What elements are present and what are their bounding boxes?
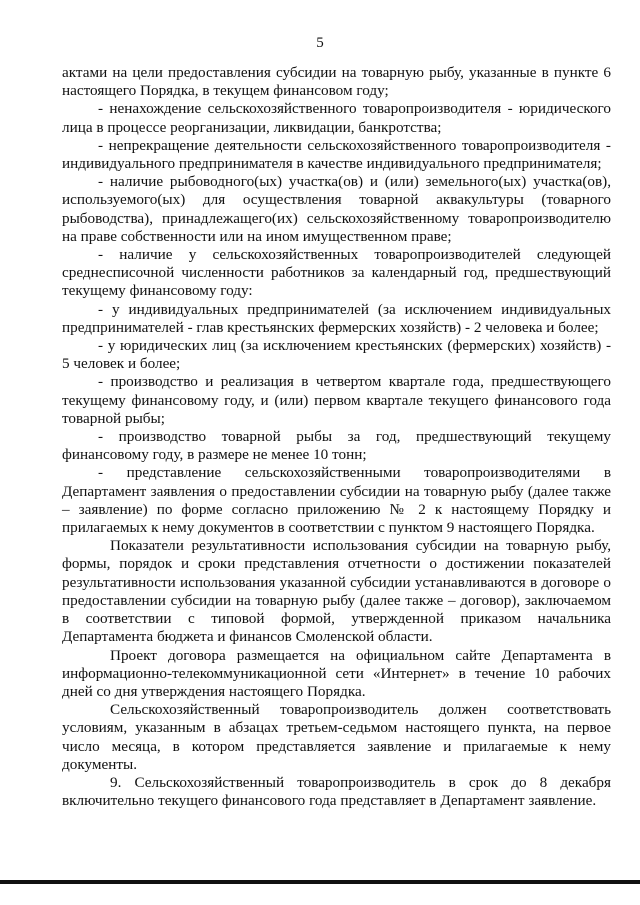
paragraph-continuation: актами на цели предоставления субсидии на товарную рыбу, указанные в пункте 6 настоящего Порядка, в текущем финансовом году;: [62, 64, 611, 100]
document-body: [62, 64, 611, 810]
paragraph-item-entrepreneurs: - у индивидуальных предпринимателей (за исключением индивидуальных предпринимателей - глав крестьянских фермерских хозяйств) - 2 человека и более;: [62, 300, 611, 336]
paragraph-item-land-plots: - наличие рыбоводного(ых) участка(ов) и (или) земельного(ых) участка(ов), используемого(ых) для осуществления товарной аквакультуры (товарного рыбоводства), принадлежащего(их) сельскохозяйственному товаропроизводителю на праве собственности или на ином имущественном праве;: [62, 173, 611, 245]
paragraph-item-production-volume: - производство товарной рыбы за год, предшествующий текущему финансовому году, в размере не менее 10 тонн;: [62, 428, 611, 464]
paragraph-item-reorganization: - ненахождение сельскохозяйственного товаропроизводителя - юридического лица в процессе реорганизации, ликвидации, банкротства;: [62, 100, 611, 136]
paragraph-item-production-sales: - производство и реализация в четвертом квартале года, предшествующего текущему финансовому году, и (или) первом квартале текущего финансового года товарной рыбы;: [62, 373, 611, 427]
paragraph-item-legal-entities: - у юридических лиц (за исключением крестьянских (фермерских) хозяйств) - 5 человек и более;: [62, 337, 611, 373]
paragraph-draft-agreement: Проект договора размещается на официальном сайте Департамента в информационно-телекоммуникационной сети «Интернет» в течение 10 рабочих дней со дня утверждения настоящего Порядка.: [62, 646, 611, 700]
bottom-divider: [0, 880, 640, 884]
paragraph-clause-9: 9. Сельскохозяйственный товаропроизводитель в срок до 8 декабря включительно текущего финансового года представляет в Департамент заявление.: [62, 773, 611, 810]
paragraph-item-staff-count: - наличие у сельскохозяйственных товаропроизводителей следующей среднесписочной численности работников за календарный год, предшествующий текущему финансовому году:: [62, 246, 611, 300]
page-number: 5: [316, 35, 324, 51]
paragraph-conditions: Сельскохозяйственный товаропроизводитель должен соответствовать условиям, указанным в абзацах третьем-седьмом настоящего пункта, на первое число месяца, в котором представляется заявление и прилагаемые к нему документы.: [62, 701, 611, 773]
paragraph-performance-indicators: Показатели результативности использования субсидии на товарную рыбу, формы, порядок и сроки представления отчетности о достижении показателей результативности использования указанной субсидии устанавливаются в договоре о предоставлении субсидии на товарную рыбу (далее также – договор), заключаемом в соответствии с типовой формой, утвержденной приказом начальника Департамента бюджета и финансов Смоленской области.: [62, 537, 611, 646]
paragraph-item-activity: - непрекращение деятельности сельскохозяйственного товаропроизводителя - индивидуального предпринимателя в качестве индивидуального предпринимателя;: [62, 136, 611, 173]
paragraph-item-application: - представление сельскохозяйственными товаропроизводителями в Департамент заявления о предоставлении субсидии на товарную рыбу (далее также – заявление) по форме согласно приложению № 2 к настоящему Порядку и прилагаемых к нему документов в соответствии с пунктом 9 настоящего Порядка.: [62, 464, 611, 537]
